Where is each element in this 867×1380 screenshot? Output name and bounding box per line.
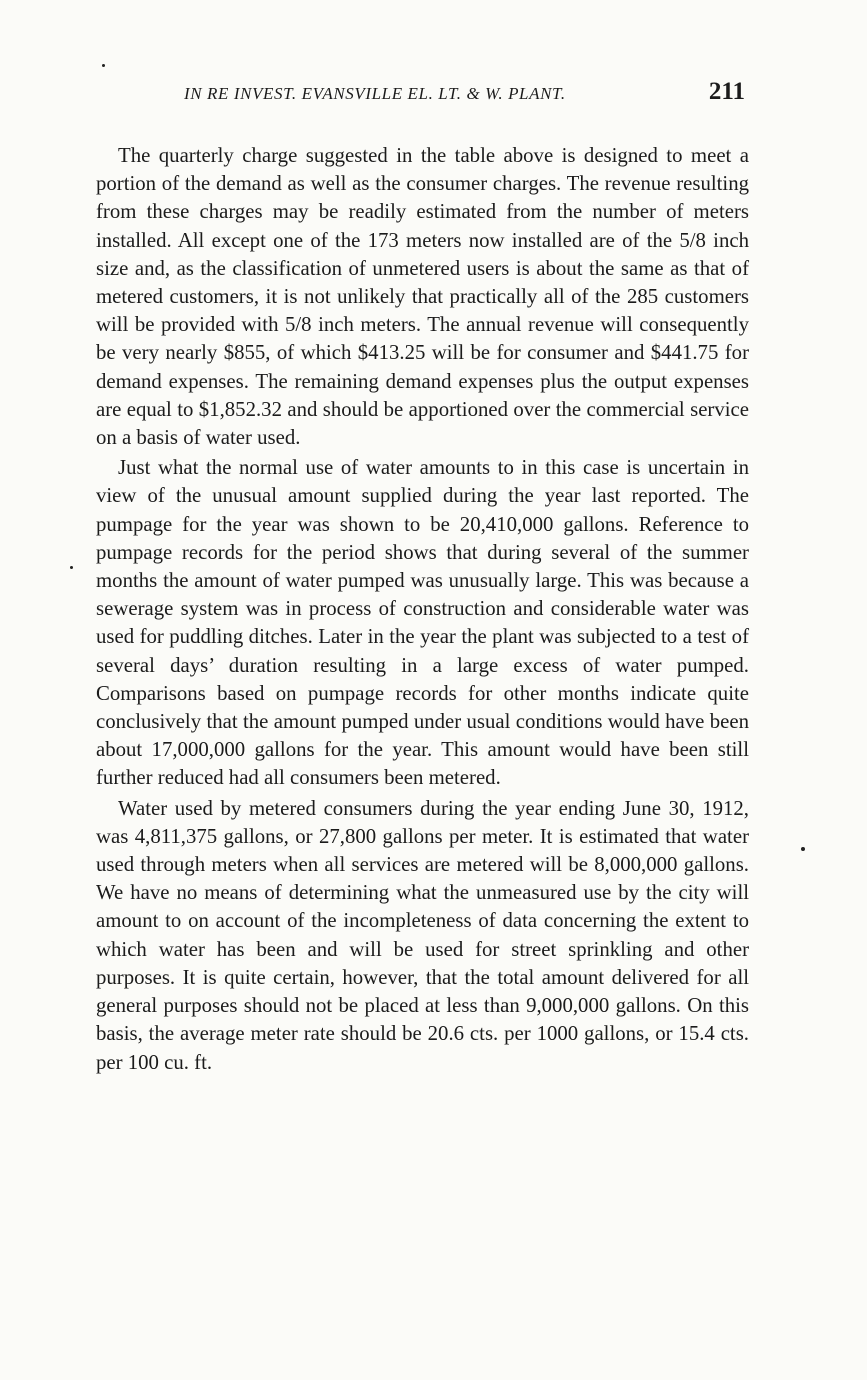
paragraph-normal-use: Just what the normal use of water amounts to in this case is uncertain in view of the unusual amount supplied during the year last reported. The pumpage for the year was shown to be 20,410,000 gallons. Reference to pumpage records for the period shows that during several of the summer months the amount of water pumped was unusually large. This was because a sewerage system was in process of construction and considerable water was used for puddling ditches. Later in the year the plant was subjected to a test of several days’ duration resulting in a large excess of water pumped. Comparisons based on pumpage records for other months indicate quite conclusively that the amount pumped under usual conditions would have been about 17,000,000 gallons for the year. This amount would have been still further reduced had all consumers been metered. bbox=[96, 456, 749, 790]
print-speck bbox=[801, 847, 805, 851]
paragraph-metered-consumers: Water used by metered consumers during the year ending June 30, 1912, was 4,811,375 gallons, or 27,800 gallons per meter. It is estimated that water used through meters when all services are metered will be 8,000,000 gallons. We have no means of determining what the unmeasured use by the city will amount to on account of the incompleteness of data concerning the extent to which water has been and will be used for street sprinkling and other purposes. It is quite certain, however, that the total amount delivered for all general purposes should not be placed at less than 9,000,000 gallons. On this basis, the average meter rate should be 20.6 cts. per 1000 gallons, or 15.4 cts. per 100 cu. ft. bbox=[96, 796, 749, 1074]
print-speck bbox=[102, 64, 105, 67]
paragraph-quarterly-charge: The quarterly charge suggested in the table above is designed to meet a portion of the demand as well as the consumer charges. The revenue resulting from these charges may be readily estimated from the number of meters installed. All except one of the 173 meters now installed are of the 5/8 inch size and, as the classification of unmetered users is about the same as that of metered customers, it is not unlikely that practically all of the 285 customers will be provided with 5/8 inch meters. The annual revenue will consequently be very nearly $855, of which $413.25 will be for consumer and $441.75 for demand expenses. The remaining demand expenses plus the output expenses are equal to $1,852.32 and should be apportioned over the commercial service on a basis of water used. bbox=[96, 144, 749, 450]
print-speck bbox=[70, 566, 73, 569]
page-header bbox=[96, 78, 749, 114]
body-text bbox=[96, 142, 749, 1077]
page-number: 211 bbox=[708, 78, 745, 105]
running-title: IN RE INVEST. EVANSVILLE EL. LT. & W. PLANT. bbox=[184, 84, 566, 103]
